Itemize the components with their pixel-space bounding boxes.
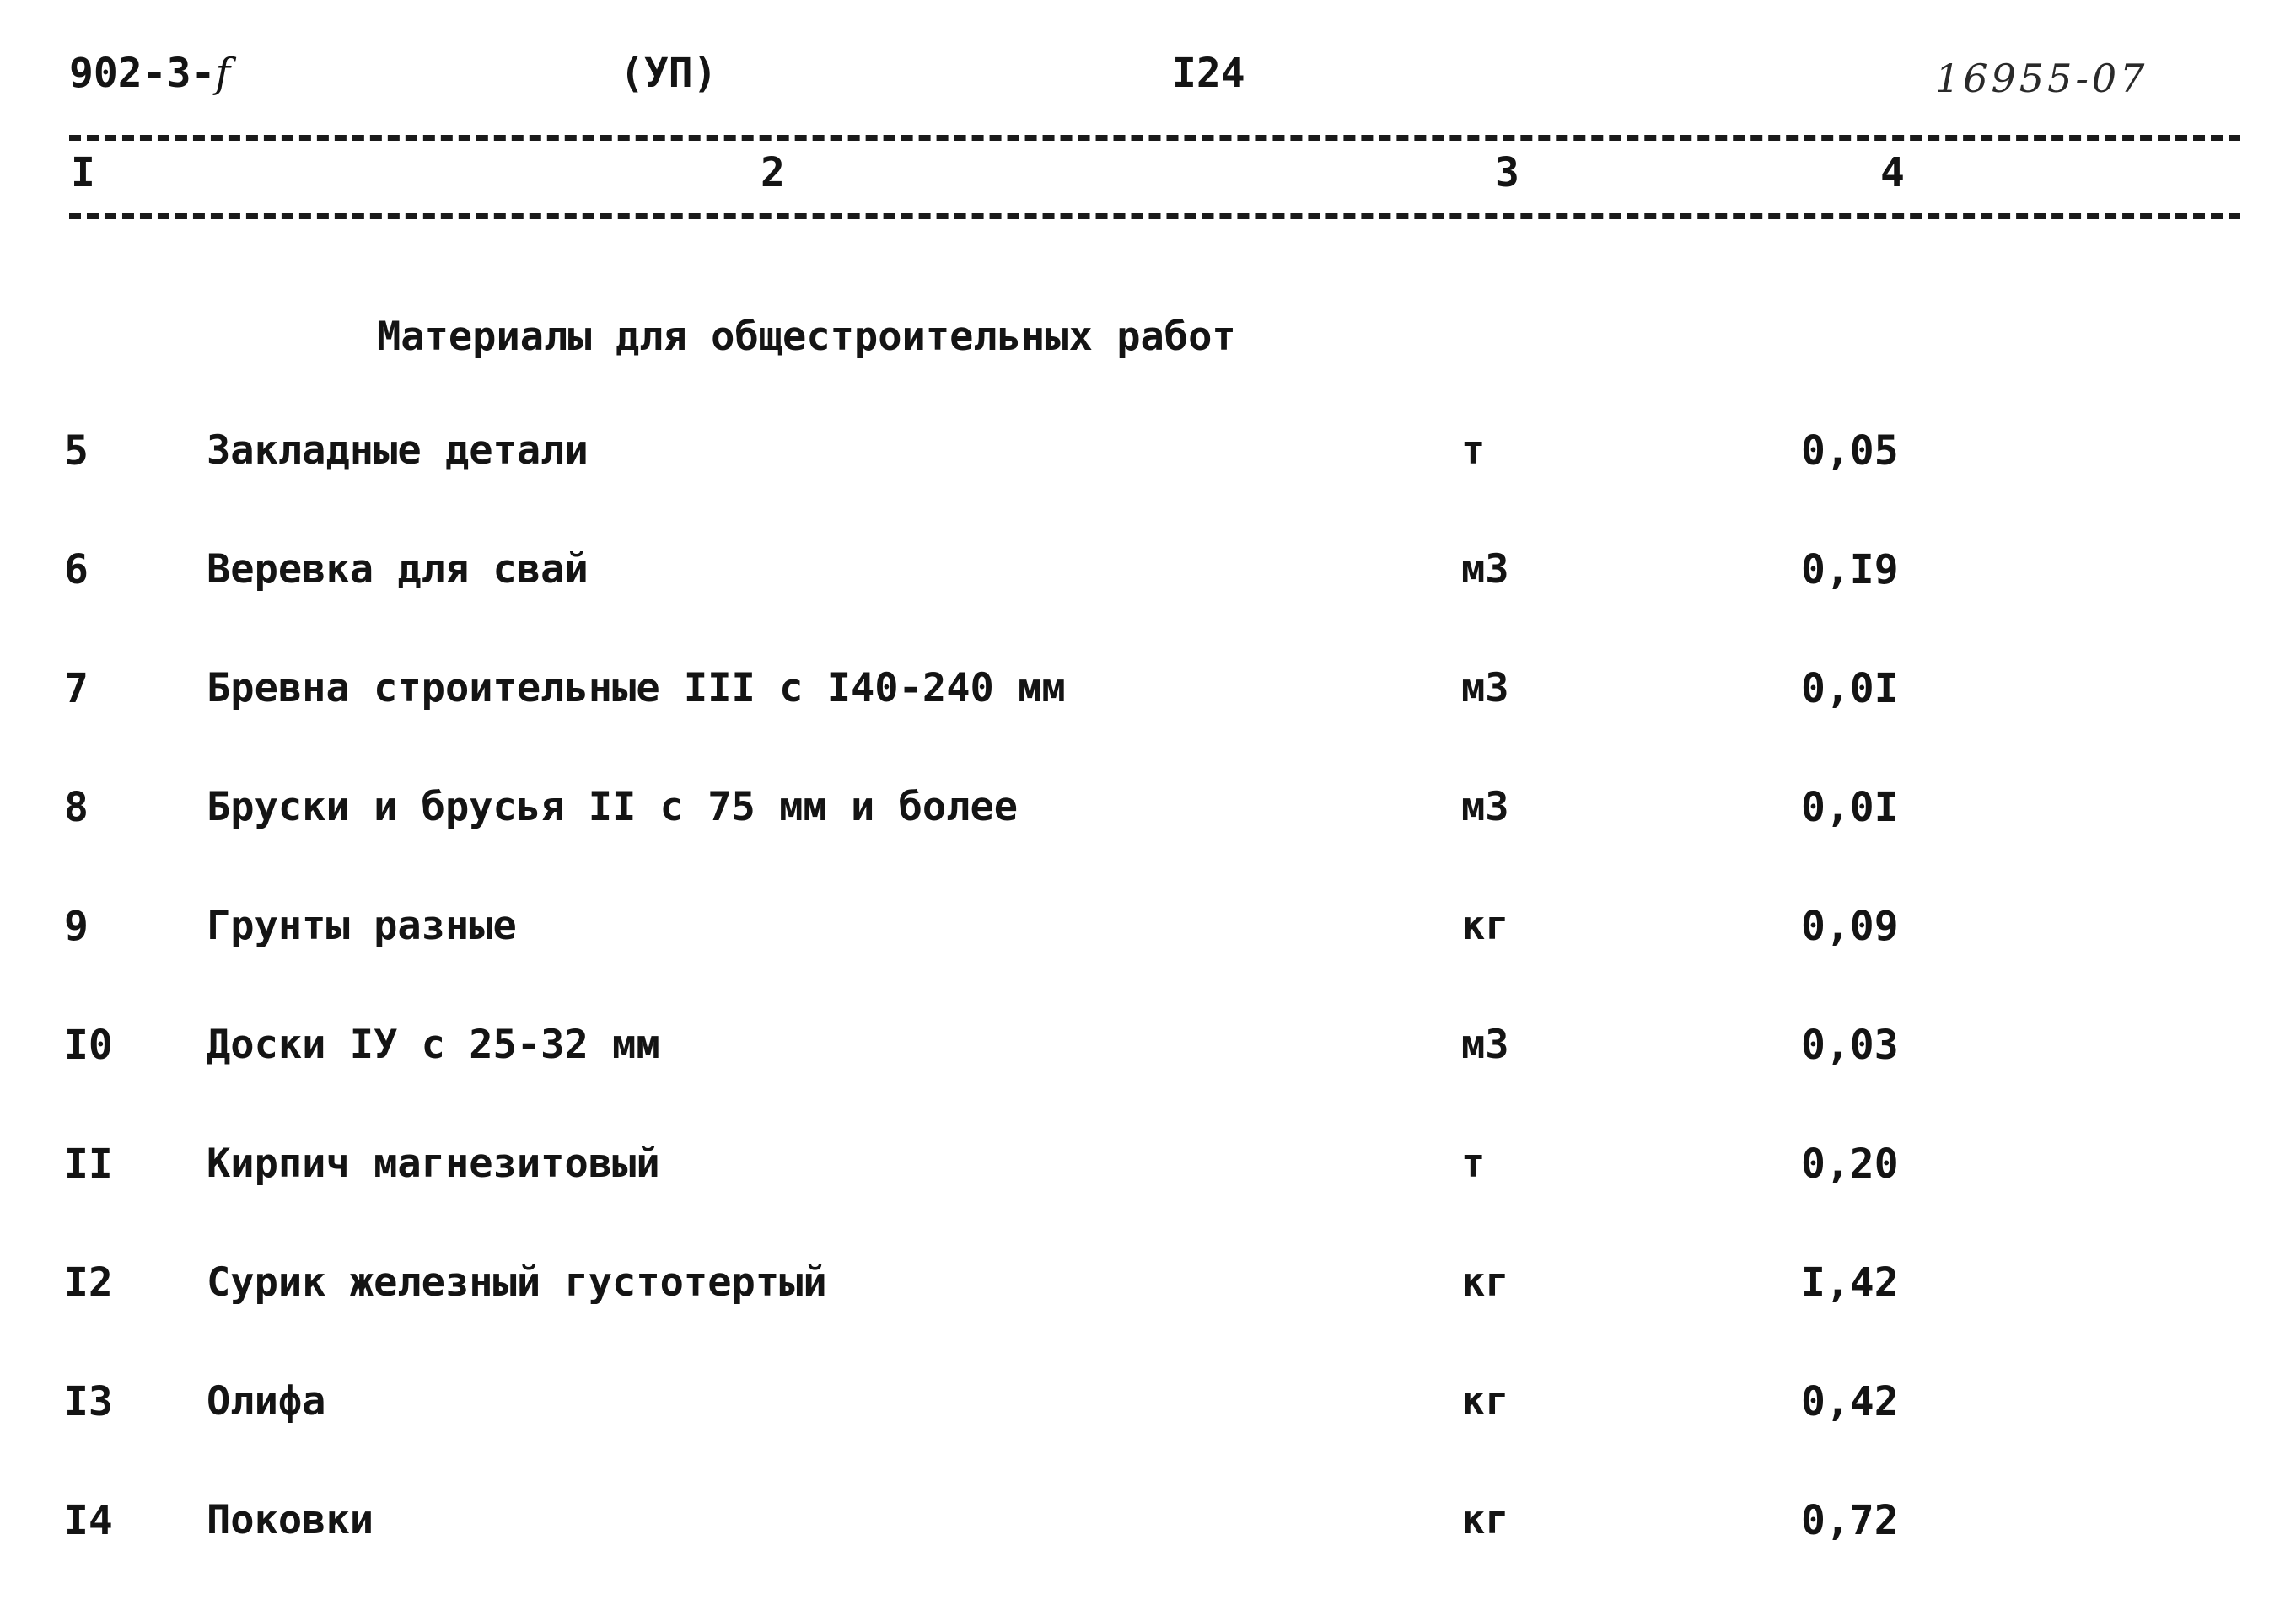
handwritten-registration-number: 16955-07: [1935, 56, 2148, 101]
row-number: 9: [64, 903, 89, 950]
table-row: [0, 897, 2296, 1016]
document-code-text: 902-3-: [69, 50, 216, 97]
unit-of-measure: кг: [1461, 1378, 1509, 1425]
unit-of-measure: м3: [1461, 665, 1509, 711]
table-row: [0, 1491, 2296, 1610]
row-number: 5: [64, 427, 89, 475]
document-code: [69, 44, 230, 103]
quantity: 0,05: [1801, 427, 1899, 475]
table-row: [0, 1253, 2296, 1372]
unit-of-measure: кг: [1461, 1497, 1509, 1543]
material-name: Сурик железный густотертый: [207, 1259, 827, 1306]
document-code-mark: f: [215, 50, 231, 97]
column-number-3: 3: [1495, 149, 1519, 196]
quantity: 0,0I: [1801, 665, 1899, 712]
table-row: [0, 778, 2296, 897]
column-number-2: 2: [761, 149, 785, 196]
table-row: [0, 659, 2296, 778]
material-name: Бруски и брусья II с 75 мм и более: [207, 784, 1019, 830]
column-number-4: 4: [1880, 149, 1905, 196]
quantity: 0,03: [1801, 1022, 1899, 1069]
row-number: I0: [64, 1022, 113, 1069]
row-number: I2: [64, 1259, 113, 1307]
row-number: I3: [64, 1378, 113, 1425]
unit-of-measure: м3: [1461, 784, 1509, 830]
material-name: Веревка для свай: [207, 546, 589, 593]
table-row: [0, 540, 2296, 659]
row-number: 8: [64, 784, 89, 831]
row-number: 6: [64, 546, 89, 593]
table-row: [0, 1372, 2296, 1491]
unit-of-measure: кг: [1461, 903, 1509, 949]
table-header-bottom-rule: [69, 213, 2240, 219]
row-number: 7: [64, 665, 89, 712]
table-row: [0, 1016, 2296, 1135]
unit-of-measure: м3: [1461, 1022, 1509, 1068]
row-number: II: [64, 1140, 113, 1188]
section-title: Материалы для общестроительных работ: [377, 314, 1236, 360]
material-name: Поковки: [207, 1497, 374, 1543]
material-name: Олифа: [207, 1378, 326, 1425]
unit-of-measure: м3: [1461, 546, 1509, 593]
material-name: Закладные детали: [207, 427, 589, 474]
material-name: Кирпич магнезитовый: [207, 1140, 660, 1187]
table-header-top-rule: [69, 135, 2240, 141]
materials-table: [0, 421, 2296, 1610]
row-number: I4: [64, 1497, 113, 1544]
material-name: Грунты разные: [207, 903, 517, 949]
unit-of-measure: т: [1461, 1140, 1486, 1187]
material-name: Бревна строительные III с I40-240 мм: [207, 665, 1066, 711]
quantity: 0,20: [1801, 1140, 1899, 1188]
column-number-1: I: [71, 149, 95, 196]
unit-of-measure: т: [1461, 427, 1486, 474]
quantity: I,42: [1801, 1259, 1899, 1307]
quantity: 0,I9: [1801, 546, 1899, 593]
quantity: 0,42: [1801, 1378, 1899, 1425]
table-row: [0, 421, 2296, 540]
unit-of-measure: кг: [1461, 1259, 1509, 1306]
quantity: 0,09: [1801, 903, 1899, 950]
quantity: 0,0I: [1801, 784, 1899, 831]
table-row: [0, 1135, 2296, 1253]
quantity: 0,72: [1801, 1497, 1899, 1544]
volume-label: (УП): [620, 50, 718, 97]
material-name: Доски IУ с 25-32 мм: [207, 1022, 660, 1068]
page-number: I24: [1172, 50, 1245, 97]
